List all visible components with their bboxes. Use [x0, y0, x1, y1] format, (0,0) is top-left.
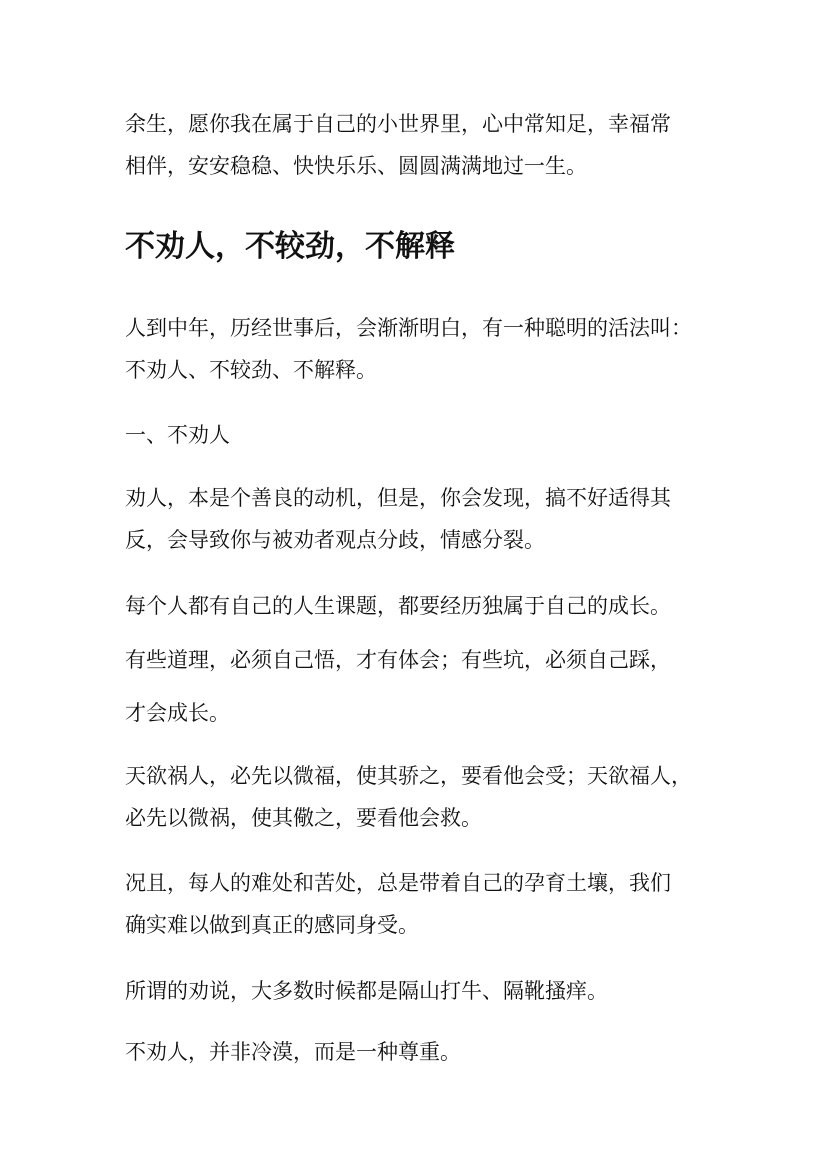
paragraph-5-line-1: 有些道理，必须自己悟，才有体会；有些坑，必须自己踩， [125, 648, 671, 672]
paragraph-8-line-1: 况且，每人的难处和苦处，总是带着自己的孕育土壤，我们 [125, 871, 671, 895]
intro-line-1: 余生，愿你我在属于自己的小世界里，心中常知足，幸福常 [125, 112, 671, 136]
subheading-no-persuading: 一、不劝人 [125, 423, 230, 447]
intro-line-2: 相伴，安安稳稳、快快乐乐、圆圆满满地过一生。 [125, 154, 587, 178]
paragraph-7-line-1: 天欲祸人，必先以微福，使其骄之，要看他会受；天欲福人， [125, 764, 692, 788]
paragraph-1-line-2: 不劝人、不较劲、不解释。 [125, 358, 377, 382]
paragraph-4-line-1: 每个人都有自己的人生课题，都要经历独属于自己的成长。 [125, 594, 671, 618]
paragraph-10-line-1: 不劝人，并非冷漠，而是一种尊重。 [125, 1040, 461, 1064]
paragraph-6-line-1: 才会成长。 [125, 701, 230, 725]
paragraph-7-line-2: 必先以微祸，使其儆之，要看他会救。 [125, 806, 482, 830]
paragraph-3-line-1: 劝人，本是个善良的动机，但是，你会发现，搞不好适得其 [125, 486, 671, 510]
paragraph-1-line-1: 人到中年，历经世事后，会渐渐明白，有一种聪明的活法叫： [125, 316, 692, 340]
paragraph-8-line-2: 确实难以做到真正的感同身受。 [125, 913, 419, 937]
section-heading: 不劝人，不较劲，不解释 [125, 229, 455, 264]
paragraph-9-line-1: 所谓的劝说，大多数时候都是隔山打牛、隔靴搔痒。 [125, 979, 608, 1003]
paragraph-3-line-2: 反，会导致你与被劝者观点分歧，情感分裂。 [125, 528, 545, 552]
